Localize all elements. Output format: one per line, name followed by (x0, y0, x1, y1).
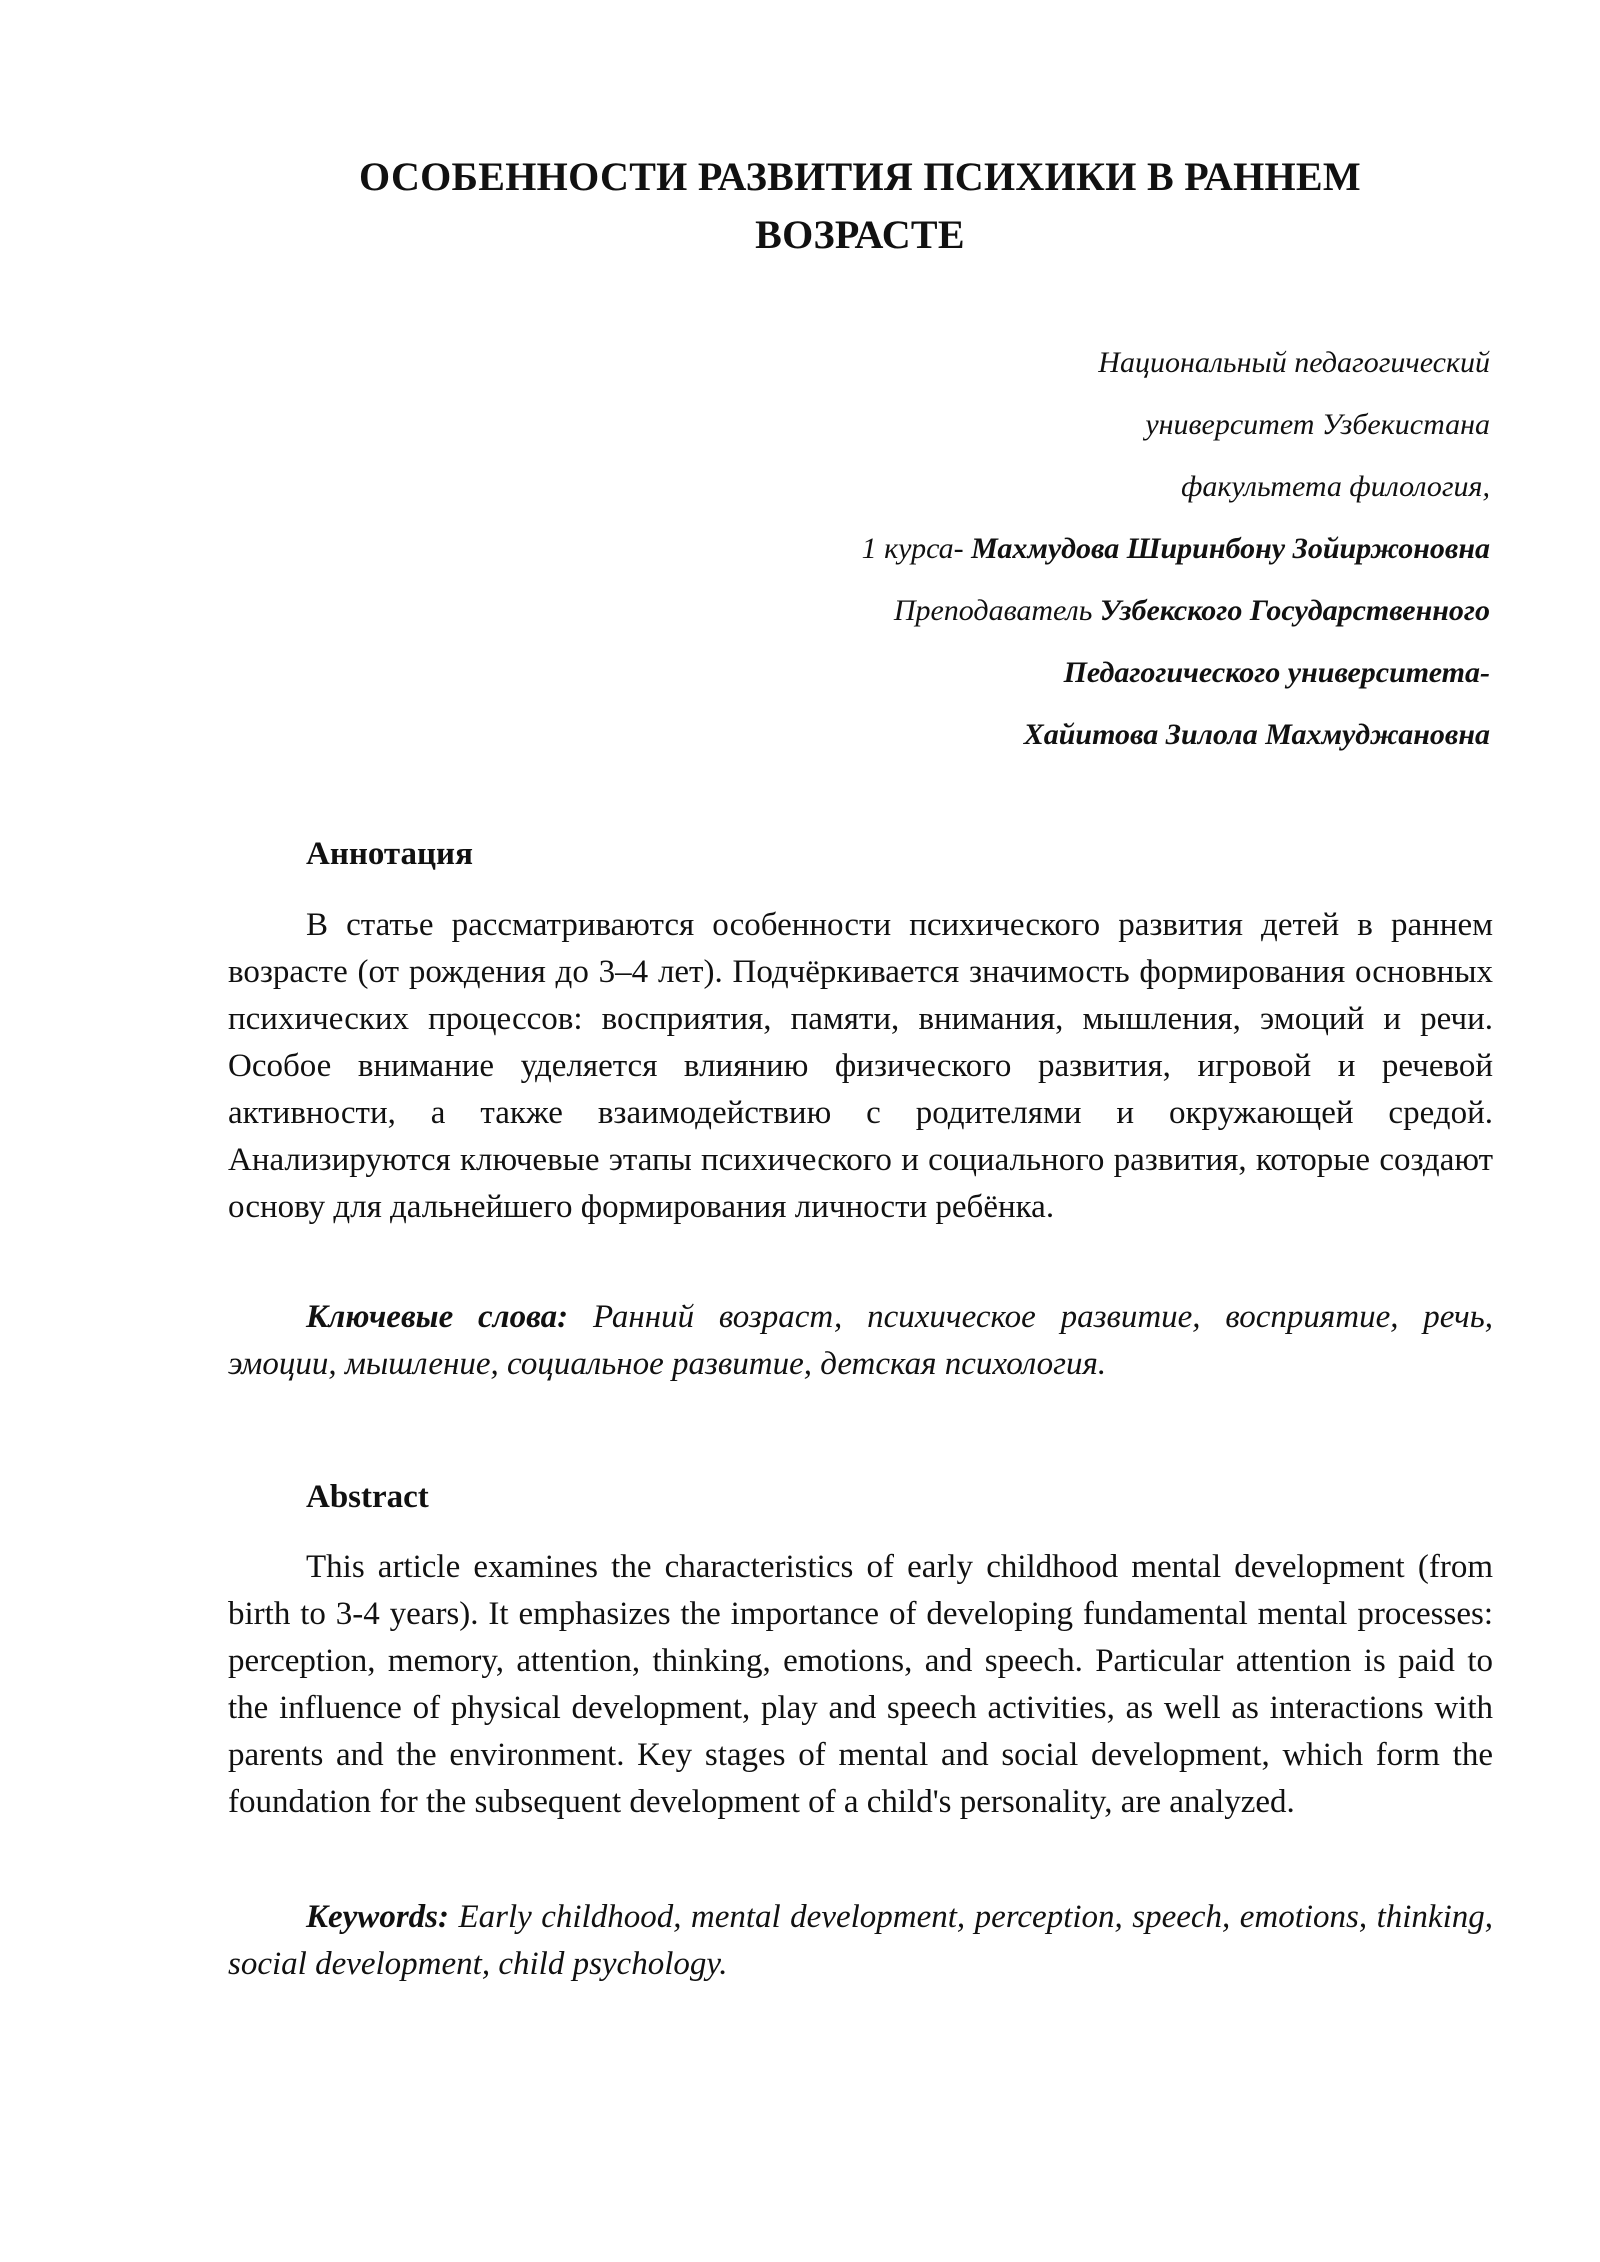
author-teacher-name: Хайитова Зилола Махмуджановна (1023, 718, 1490, 751)
abstract-keywords-list: Early childhood, mental development, perception, speech, emotions, thinking, social development, child psychology. (228, 1899, 1493, 1982)
annotation-keywords-list: Ранний возраст, психическое развитие, восприятие, речь, эмоции, мышление, социальное развитие, детская психология. (228, 1299, 1494, 1382)
annotation-keywords-label: Ключевые слова: (306, 1299, 569, 1335)
affiliation-university-line-1: Национальный педагогический (1098, 346, 1490, 379)
author-teacher-name-line (590, 704, 1490, 766)
author-teacher-role: Преподаватель (893, 594, 1100, 627)
annotation-keywords (228, 1294, 1493, 1388)
author-student-course: 1 курса- (861, 532, 972, 565)
paper-title (230, 148, 1490, 264)
author-affiliation-block (590, 332, 1490, 766)
author-teacher-org-line-2 (590, 642, 1490, 704)
author-teacher-org: Узбекского Государственного (1099, 594, 1490, 627)
author-teacher-org-continued: Педагогического университета- (1063, 656, 1490, 689)
abstract-keywords (228, 1894, 1493, 1988)
annotation-text: В статье рассматриваются особенности психического развития детей в раннем возрасте (от рождения до 3–4 лет). Подчёркивается значимость формирования основных психических процессов: восприятия, памяти, внимания, мышления, эмоций и речи. Особое внимание уделяется влиянию физического развития, игровой и речевой активности, а также взаимодействию с родителями и окружающей средой. Анализируются ключевые этапы психического и социального развития, которые создают основу для дальнейшего формирования личности ребёнка. (228, 907, 1493, 1225)
annotation-heading: Аннотация (306, 836, 473, 872)
affiliation-university-line-2: университет Узбекистана (1145, 408, 1490, 441)
author-student-line (590, 518, 1490, 580)
abstract-keywords-label: Keywords: (306, 1899, 449, 1935)
paper-title-line-1: ОСОБЕННОСТИ РАЗВИТИЯ ПСИХИКИ В РАННЕМ (359, 154, 1361, 199)
abstract-heading: Abstract (306, 1479, 429, 1515)
paper-title-line-2: ВОЗРАСТЕ (755, 212, 965, 257)
abstract-text: This article examines the characteristics of early childhood mental development (from birth to 3-4 years). It emphasizes the importance of developing fundamental mental processes: perception, memory, attention, thinking, emotions, and speech. Particular attention is paid to the influence of physical development, play and speech activities, as well as interactions with parents and the environment. Key stages of mental and social development, which form the foundation for the subsequent development of a child's personality, are analyzed. (228, 1549, 1493, 1820)
author-student-name: Махмудова Ширинбону Зойиржоновна (971, 532, 1490, 565)
author-teacher-line (590, 580, 1490, 642)
affiliation-faculty: факультета филология, (1181, 470, 1490, 503)
